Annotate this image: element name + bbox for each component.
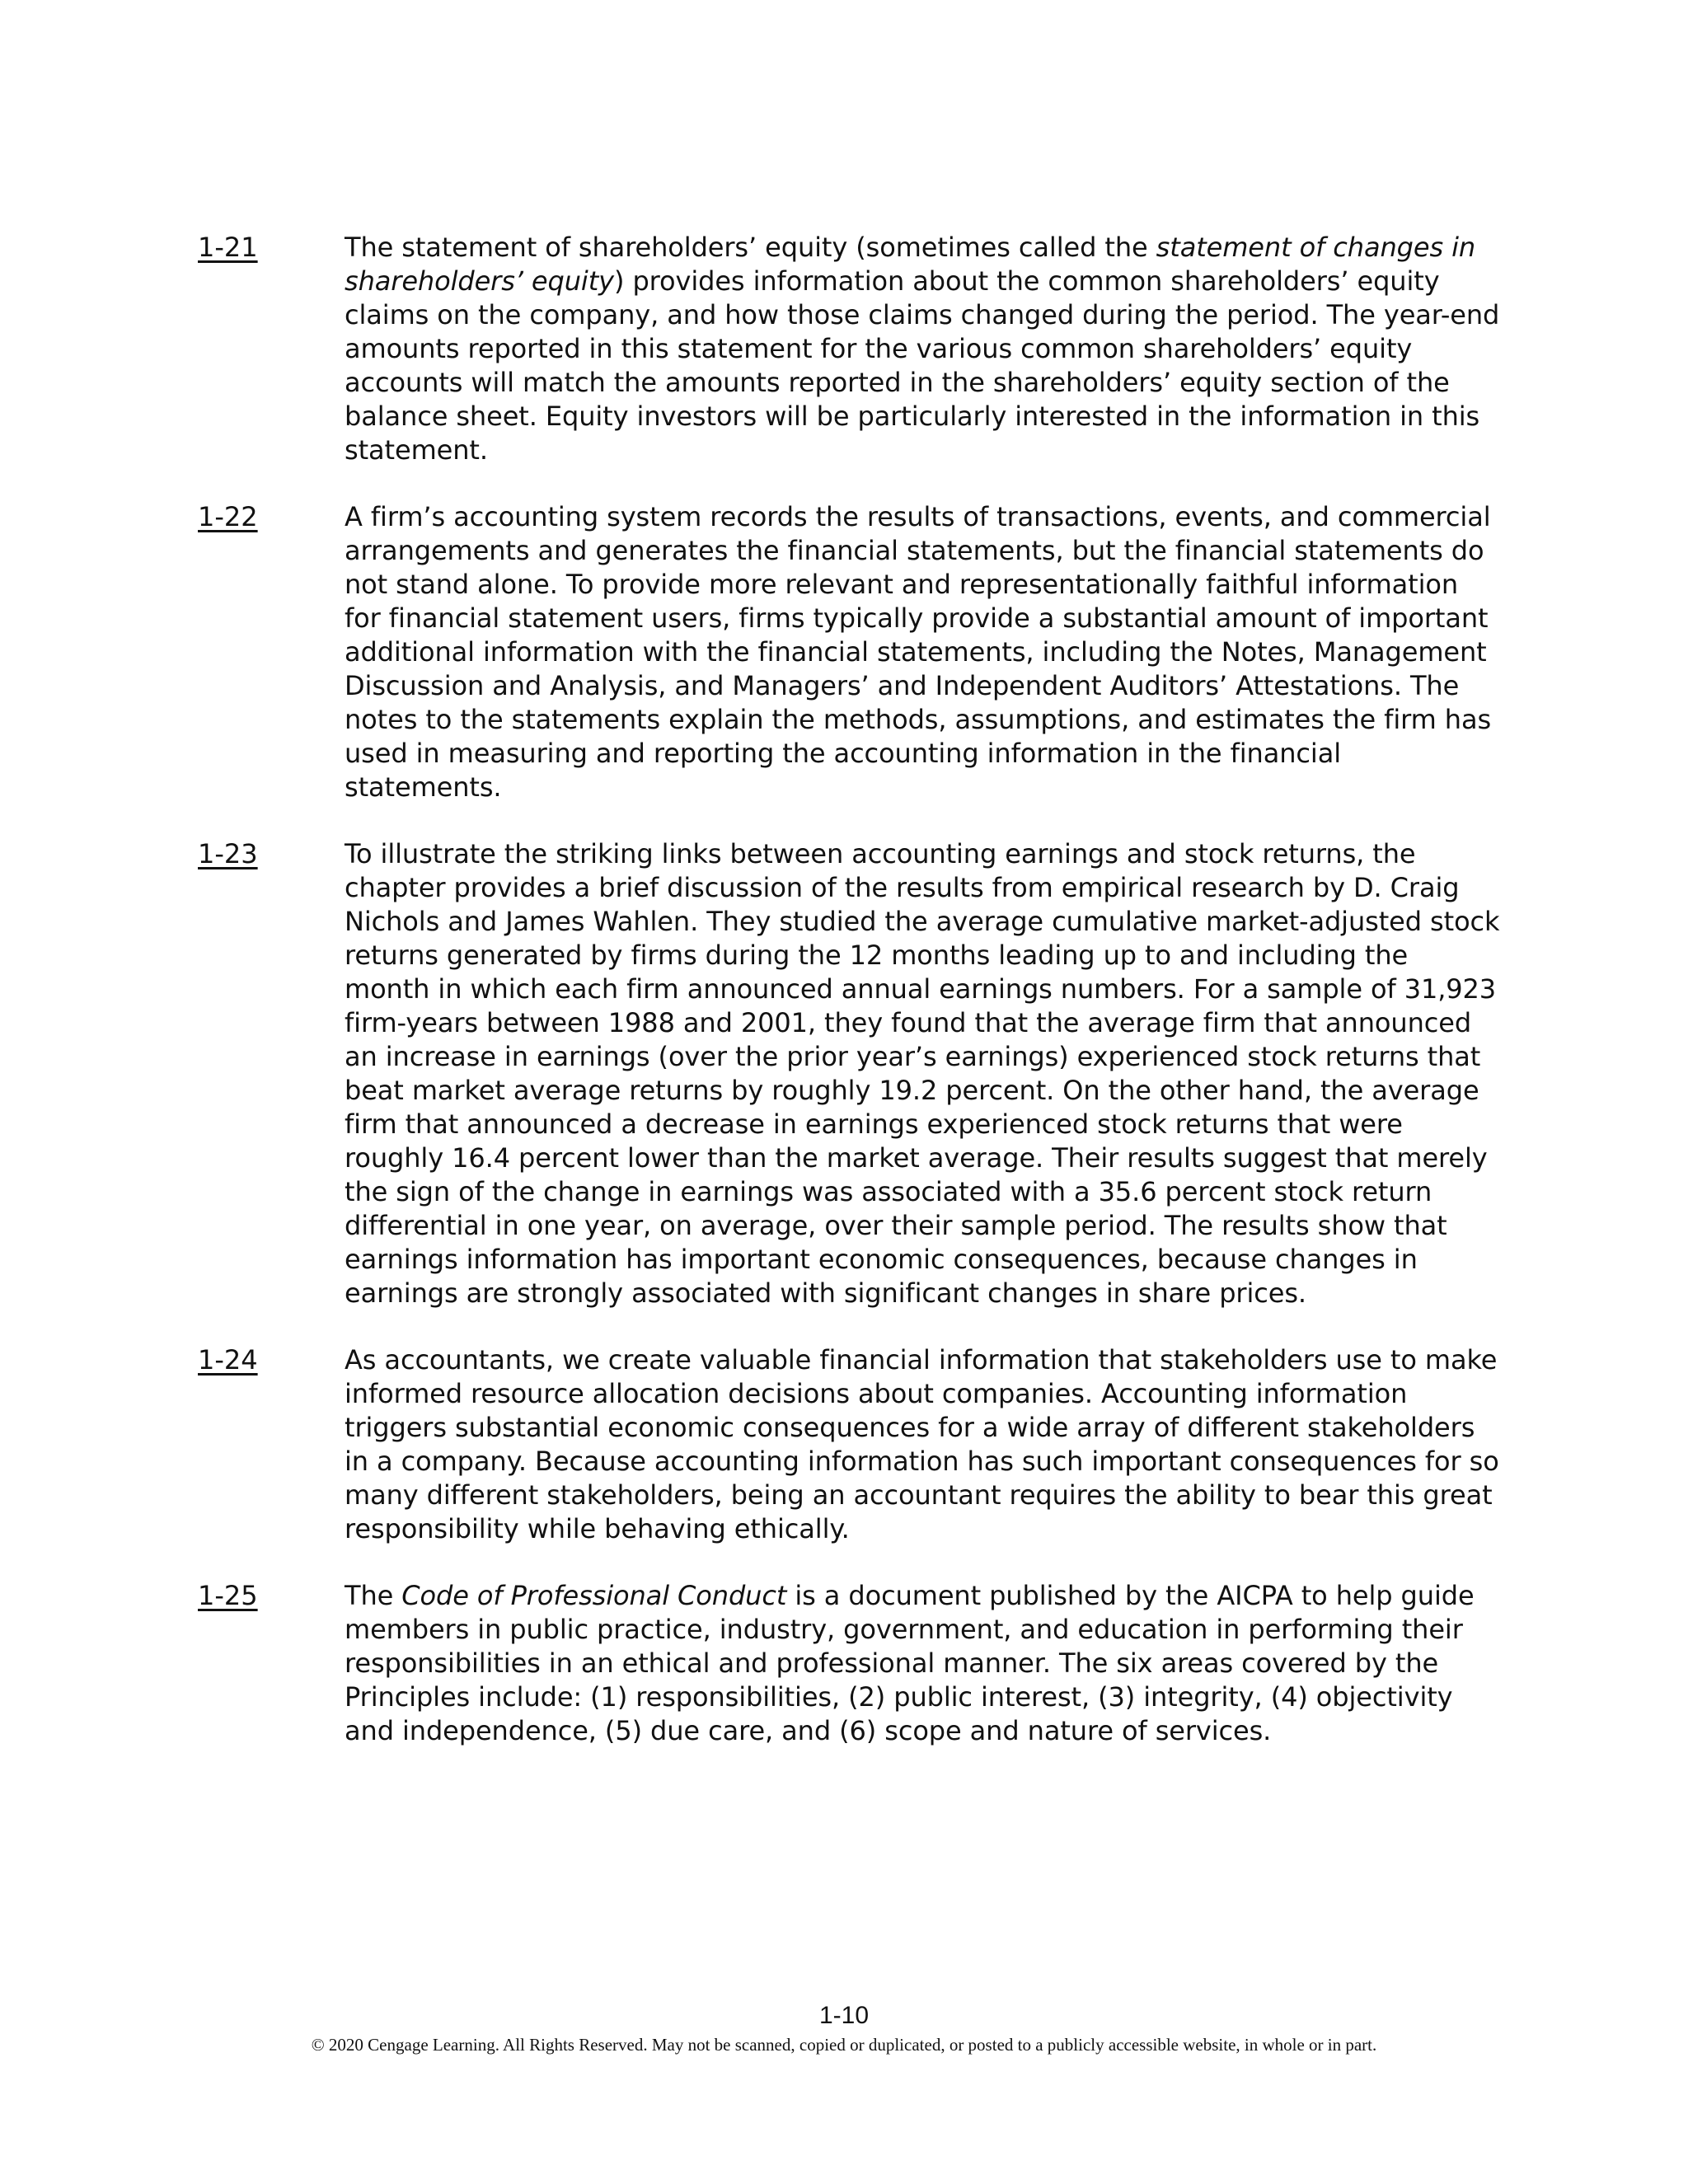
- item-number: 1-23: [198, 838, 258, 869]
- text-segment: A firm’s accounting system records the results of transactions, events, and commercial arrangements and generates the financial statements, but the financial statements do not stand alone. To provide more relevant and representationally faithful information for financial statement users, firms typically provide a substantial amount of important additional information with the financial statements, including the Notes, Management Discussion and Analysis, and Managers’ and Independent Auditors’ Attestations. The notes to the statements explain the methods, assumptions, and estimates the firm has used in measuring and reporting the accounting information in the financial statements.: [345, 501, 1492, 803]
- copyright-notice: © 2020 Cengage Learning. All Rights Reserved. May not be scanned, copied or duplicated, or posted to a publicly accessible website, in whole or in part.: [311, 2035, 1377, 2055]
- answer-item-1-24: [198, 1343, 1500, 1546]
- text-segment: is a document published by the AICPA to help guide members in public practice, industry, government, and education in performing their responsibilities in an ethical and professional manner. The six areas covered by the Principles include: (1) responsibilities, (2) public interest, (3) integrity, (4) objectivity and independence, (5) due care, and (6) scope and nature of services.: [345, 1580, 1475, 1746]
- text-segment-italic: statement of changes in shareholders’ equity: [345, 232, 1476, 297]
- item-number: 1-22: [198, 501, 258, 532]
- item-text: [345, 837, 1500, 1310]
- item-number: 1-25: [198, 1580, 258, 1611]
- text-segment: ) provides information about the common shareholders’ equity claims on the company, and how those claims changed during the period. The year-end amounts reported in this statement for the various common shareholders’ equity accounts will match the amounts reported in the shareholders’ equity section of the balance sheet. Equity investors will be particularly interested in the information in this statement.: [345, 265, 1500, 466]
- item-number: 1-21: [198, 232, 258, 263]
- text-segment: As accountants, we create valuable financial information that stakeholders use to make informed resource allocation decisions about companies. Accounting information triggers substantial economic consequences for a wide array of different stakeholders in a company. Because accounting information has such important consequences for so many different stakeholders, being an accountant requires the ability to bear this great responsibility while behaving ethically.: [345, 1344, 1499, 1544]
- item-text: [345, 500, 1500, 804]
- answer-item-1-25: [198, 1579, 1500, 1748]
- item-text: [345, 1579, 1500, 1748]
- text-segment: The statement of shareholders’ equity (sometimes called the: [345, 232, 1156, 263]
- text-segment: To illustrate the striking links between accounting earnings and stock returns, the chapter provides a brief discussion of the results from empirical research by D. Craig Nichols and James Wahlen. They studied the average cumulative market-adjusted stock returns generated by firms during the 12 months leading up to and including the month in which each firm announced annual earnings numbers. For a sample of 31,923 firm-years between 1988 and 2001, they found that the average firm that announced an increase in earnings (over the prior year’s earnings) experienced stock returns that beat market average returns by roughly 19.2 percent. On the other hand, the average firm that announced a decrease in earnings experienced stock returns that were roughly 16.4 percent lower than the market average. Their results suggest that merely the sign of the change in earnings was associated with a 35.6 percent stock return differential in one year, on average, over their sample period. The results show that earnings information has important economic consequences, because changes in earnings are strongly associated with significant changes in share prices.: [345, 838, 1500, 1309]
- answer-item-1-21: [198, 231, 1500, 467]
- answer-item-1-23: [198, 837, 1500, 1310]
- item-text: [345, 1343, 1500, 1546]
- page-number: 1-10: [818, 2002, 870, 2029]
- answer-item-1-22: [198, 500, 1500, 804]
- item-text: [345, 231, 1500, 467]
- item-number: 1-24: [198, 1344, 258, 1376]
- text-segment-italic: Code of Professional Conduct: [401, 1580, 787, 1611]
- answer-list: [198, 231, 1500, 1781]
- text-segment: The: [345, 1580, 402, 1611]
